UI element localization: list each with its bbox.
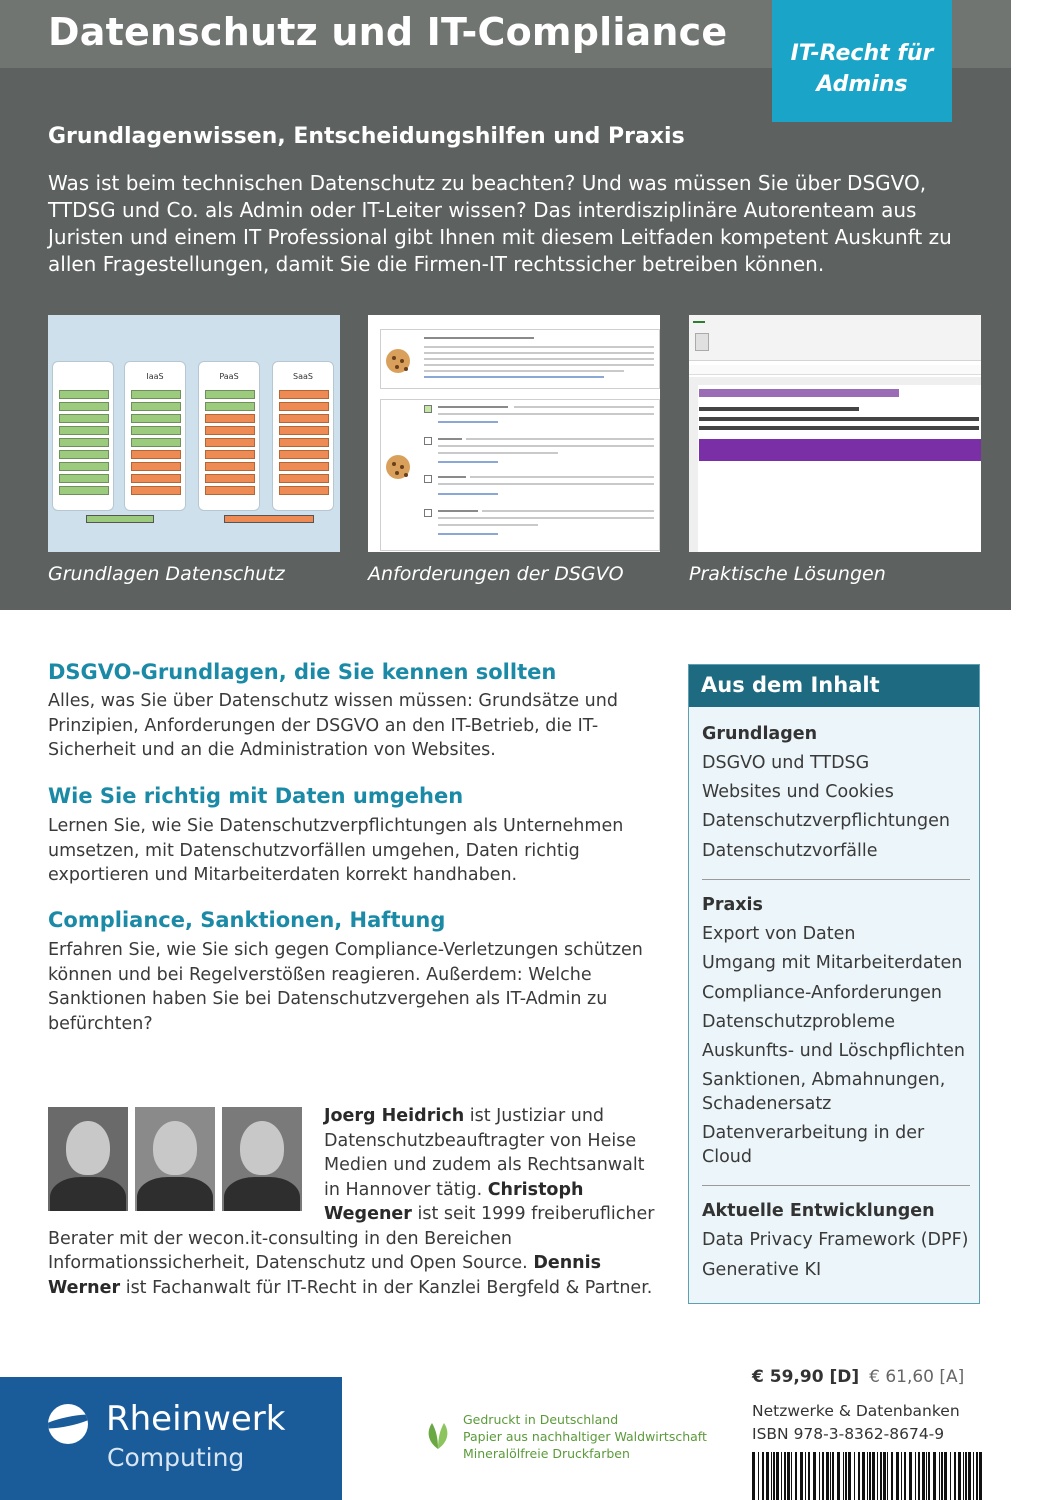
section-text-data: Lernen Sie, wie Sie Datenschutzverpflichtungen als Unternehmen umsetzen, mit Datenschutzvorfällen umgehen, Daten richtig exportieren und Mitarbeiterdaten korrekt handhaben. (48, 816, 624, 885)
layer-cell (131, 390, 181, 399)
section-text-basics: Alles, was Sie über Datenschutz wissen müssen: Grundsätze und Prinzipien, Anforderungen der DSGVO an den IT-Betrieb, die IT-Sicherheit und an die Administration von Websites. (48, 691, 618, 760)
screenshot-cookie-banner (368, 315, 660, 552)
subtitle: Grundlagenwissen, Entscheidungshilfen und Praxis (48, 124, 685, 149)
barcode-bar (752, 1452, 755, 1500)
eco-line: Gedruckt in Deutschland (463, 1412, 619, 1427)
author-text: ist Fachanwalt für IT-Recht in der Kanzlei Bergfeld & Partner. (120, 1277, 653, 1298)
barcode-bar (880, 1452, 882, 1500)
barcode-bar (773, 1452, 775, 1500)
stack-label: SaaS (293, 372, 313, 381)
checkbox-necessary[interactable] (424, 405, 432, 413)
layer-cell (59, 438, 109, 447)
paste-icon (695, 333, 709, 351)
layer-cell (279, 438, 329, 447)
text-line (424, 346, 654, 348)
text-line (424, 358, 654, 360)
toc-item: Generative KI (702, 1260, 822, 1280)
legend-user-control (86, 515, 154, 523)
toc-group-current: Aktuelle Entwicklungen (702, 1201, 935, 1221)
toc-item: Datenschutzvorfälle (702, 841, 878, 861)
banner-heading-line (424, 337, 534, 339)
barcode-bar (887, 1452, 888, 1500)
layer-cell (131, 474, 181, 483)
barcode-bar (832, 1452, 834, 1500)
link-line (438, 493, 498, 495)
barcode-bar (968, 1452, 971, 1500)
author-name: Christoph Wegener (324, 1179, 584, 1224)
barcode-bar (826, 1452, 829, 1500)
table-row (699, 493, 981, 523)
publisher-imprint: Computing (107, 1443, 245, 1472)
option-heading (438, 476, 466, 478)
section-heading-basics: DSGVO-Grundlagen, die Sie kennen sollten (48, 660, 557, 684)
layer-cell (131, 438, 181, 447)
formula-bar (689, 365, 981, 375)
author-text: ist seit 1999 freiberuflicher Berater mit der wecon.it-consulting in den Bereichen Informationssicherheit, Datenschutz und Open Source. (48, 1204, 655, 1273)
section-heading-data: Wie Sie richtig mit Daten umgehen (48, 784, 464, 808)
layer-cell (59, 390, 109, 399)
toc-item: DSGVO und TTDSG (702, 753, 870, 773)
barcode-bar (891, 1452, 893, 1500)
layer-cell (205, 426, 255, 435)
options-frame (380, 399, 660, 551)
layer-cell (279, 462, 329, 471)
price-at: € 61,60 [A] (869, 1367, 965, 1387)
ribbon (689, 315, 981, 361)
sheet-line (699, 426, 979, 430)
barcode-bar (872, 1452, 875, 1500)
barcode (752, 1452, 982, 1500)
barcode-bar (883, 1452, 886, 1500)
barcode-bar (837, 1452, 840, 1500)
barcode-bar (843, 1452, 844, 1500)
barcode-bar (791, 1452, 792, 1500)
barcode-bar (904, 1452, 906, 1500)
publisher-name: Rheinwerk (106, 1399, 286, 1439)
link-line (438, 533, 498, 535)
text-line (438, 483, 654, 485)
toc-title: Aus dem Inhalt (689, 665, 979, 707)
caption-screenshot-2: Anforderungen der DSGVO (368, 563, 624, 585)
book-title: Datenschutz und IT-Compliance (48, 10, 728, 54)
toc-item: Data Privacy Framework (DPF) (702, 1230, 969, 1250)
link-line (438, 421, 498, 423)
checkbox-external-media[interactable] (424, 509, 432, 517)
barcode-bar (758, 1452, 759, 1500)
barcode-bar (819, 1452, 820, 1500)
sheet-title-bar (699, 389, 899, 397)
rheinwerk-logo-icon (48, 1404, 88, 1444)
text-line (424, 352, 654, 354)
barcode-bar (926, 1452, 927, 1500)
stack-onprem (52, 361, 114, 511)
price-de: € 59,90 [D] (752, 1367, 860, 1387)
checkbox-marketing[interactable] (424, 475, 432, 483)
barcode-bar (822, 1452, 824, 1500)
toc-item: Sanktionen, Abmahnungen, Schadenersatz (702, 1070, 946, 1114)
leaf-icon (424, 1420, 452, 1450)
barcode-bar (862, 1452, 865, 1500)
layer-cell (59, 450, 109, 459)
barcode-bar (848, 1452, 851, 1500)
toc-box (688, 664, 980, 1304)
column-headers (689, 377, 981, 385)
screenshot-spreadsheet (689, 315, 981, 552)
screenshot-cloud-diagram (48, 315, 340, 552)
layer-cell (205, 390, 255, 399)
layer-cell (205, 438, 255, 447)
toc-item: Datenverarbeitung in der Cloud (702, 1123, 925, 1167)
toc-item: Auskunfts- und Löschpflichten (702, 1041, 965, 1061)
layer-cell (279, 426, 329, 435)
cookie-icon (386, 455, 410, 479)
section-heading-compliance: Compliance, Sanktionen, Haftung (48, 908, 446, 932)
layer-cell (205, 414, 255, 423)
text-line (466, 438, 654, 440)
barcode-bar (762, 1452, 764, 1500)
toc-group-practice: Praxis (702, 895, 763, 915)
caption-screenshot-3: Praktische Lösungen (689, 563, 886, 585)
legend-provider-control (224, 515, 314, 523)
barcode-bar (800, 1452, 803, 1500)
barcode-bar (845, 1452, 847, 1500)
layer-cell (131, 426, 181, 435)
barcode-bar (933, 1452, 936, 1500)
text-line (438, 413, 654, 415)
active-tab-marker (693, 321, 705, 323)
barcode-bar (795, 1452, 797, 1500)
layer-cell (205, 450, 255, 459)
barcode-bar (867, 1452, 868, 1500)
toc-item: Datenschutzverpflichtungen (702, 811, 950, 831)
text-line (438, 452, 558, 454)
barcode-bar (766, 1452, 769, 1500)
publisher-block (0, 1377, 342, 1500)
barcode-bar (915, 1452, 916, 1500)
layer-cell (59, 402, 109, 411)
barcode-bar (869, 1452, 871, 1500)
layer-cell (279, 414, 329, 423)
layer-cell (279, 450, 329, 459)
barcode-bar (858, 1452, 860, 1500)
barcode-bar (781, 1452, 782, 1500)
toc-separator (702, 1185, 970, 1186)
barcode-bar (813, 1452, 816, 1500)
text-line (438, 517, 654, 519)
barcode-bar (963, 1452, 964, 1500)
text-line (438, 445, 654, 447)
barcode-bar (830, 1452, 831, 1500)
option-heading (438, 438, 462, 440)
layer-cell (279, 402, 329, 411)
text-line (438, 524, 538, 526)
isbn: ISBN 978-3-8362-8674-9 (752, 1425, 945, 1443)
toc-item: Datenschutzprobleme (702, 1012, 896, 1032)
author-bio (48, 1104, 658, 1300)
sheet-line (699, 407, 859, 411)
author-text: ist Justiziar und Datenschutzbeauftragter von Heise Medien und zudem als Rechtsanwalt in Hannover tätig. (324, 1106, 645, 1200)
table-row (699, 465, 981, 491)
series-line-1: IT-Recht für (790, 41, 934, 66)
cookie-icon (386, 349, 410, 373)
barcode-bar (877, 1452, 878, 1500)
barcode-bar (784, 1452, 786, 1500)
layer-cell (205, 474, 255, 483)
barcode-bar (854, 1452, 855, 1500)
toc-item: Websites und Cookies (702, 782, 894, 802)
stack-paas (198, 361, 260, 511)
barcode-bar (941, 1452, 943, 1500)
intro-text: Was ist beim technischen Datenschutz zu beachten? Und was müssen Sie über DSGVO, TTDSG und Co. als Admin oder IT-Leiter wissen? Das interdisziplinäre Autorenteam aus Juristen und einem IT Professional gibt Ihnen mit diesem Leitfaden kompetent Auskunft zu allen Fragestellungen, damit Sie die Firmen-IT rechtssicher betreiben können. (48, 171, 952, 276)
option-heading (438, 406, 508, 408)
toc-group-basics: Grundlagen (702, 724, 818, 744)
barcode-bar (965, 1452, 967, 1500)
text-line (514, 406, 654, 408)
layer-cell (131, 486, 181, 495)
barcode-bar (954, 1452, 956, 1500)
barcode-bar (950, 1452, 951, 1500)
barcode-bar (771, 1452, 772, 1500)
text-line (424, 370, 624, 372)
barcode-bar (896, 1452, 899, 1500)
author-name: Joerg Heidrich (324, 1106, 465, 1126)
barcode-bar (787, 1452, 790, 1500)
stack-iaas (124, 361, 186, 511)
layer-cell (59, 414, 109, 423)
barcode-bar (805, 1452, 806, 1500)
link-line (438, 461, 498, 463)
series-badge (772, 0, 952, 122)
photo-spacer (48, 1104, 324, 1226)
row-headers (689, 377, 698, 552)
barcode-bar (928, 1452, 930, 1500)
layer-cell (131, 462, 181, 471)
category: Netzwerke & Datenbanken (752, 1402, 960, 1420)
barcode-bar (808, 1452, 810, 1500)
barcode-bar (776, 1452, 779, 1500)
link-line (424, 376, 604, 378)
checkbox-analyse[interactable] (424, 437, 432, 445)
layer-cell (279, 486, 329, 495)
eco-line: Mineralölfreie Druckfarben (463, 1446, 630, 1461)
eco-line: Papier aus nachhaltiger Waldwirtschaft (463, 1429, 707, 1444)
eco-note (463, 1411, 707, 1462)
section-text-compliance: Erfahren Sie, wie Sie sich gegen Compliance-Verletzungen schützen können und bei Regelverstößen reagieren. Außerdem: Welche Sanktionen haben Sie bei Datenschutzvergehen als IT-Admin zu befürchten? (48, 940, 643, 1034)
barcode-bar (944, 1452, 947, 1500)
stack-saas (272, 361, 334, 511)
toc-item: Umgang mit Mitarbeiterdaten (702, 953, 963, 973)
stack-label: IaaS (146, 372, 164, 381)
layer-cell (205, 462, 255, 471)
layer-cell (131, 450, 181, 459)
layer-cell (131, 402, 181, 411)
layer-cell (279, 390, 329, 399)
text-line (482, 510, 654, 512)
layer-cell (59, 474, 109, 483)
layer-cell (59, 426, 109, 435)
toc-item: Compliance-Anforderungen (702, 983, 942, 1003)
barcode-bar (918, 1452, 920, 1500)
layer-cell (59, 462, 109, 471)
layer-cell (59, 486, 109, 495)
barcode-bar (979, 1452, 982, 1500)
text-line (424, 364, 654, 366)
layer-cell (279, 474, 329, 483)
option-heading (438, 510, 478, 512)
barcode-bar (901, 1452, 902, 1500)
toc-item: Export von Daten (702, 924, 856, 944)
table-header-row (699, 439, 981, 461)
barcode-bar (922, 1452, 925, 1500)
sheet-line (699, 417, 979, 421)
layer-cell (131, 414, 181, 423)
barcode-bar (939, 1452, 940, 1500)
barcode-bar (958, 1452, 961, 1500)
series-line-2: Admins (816, 72, 908, 97)
author-name: Dennis Werner (48, 1253, 602, 1298)
barcode-bar (976, 1452, 978, 1500)
text-line (470, 476, 654, 478)
caption-screenshot-1: Grundlagen Datenschutz (48, 563, 285, 585)
toc-separator (702, 879, 970, 880)
stack-label: PaaS (219, 372, 239, 381)
barcode-bar (973, 1452, 974, 1500)
barcode-bar (909, 1452, 912, 1500)
layer-cell (205, 402, 255, 411)
layer-cell (205, 486, 255, 495)
price (752, 1367, 964, 1387)
